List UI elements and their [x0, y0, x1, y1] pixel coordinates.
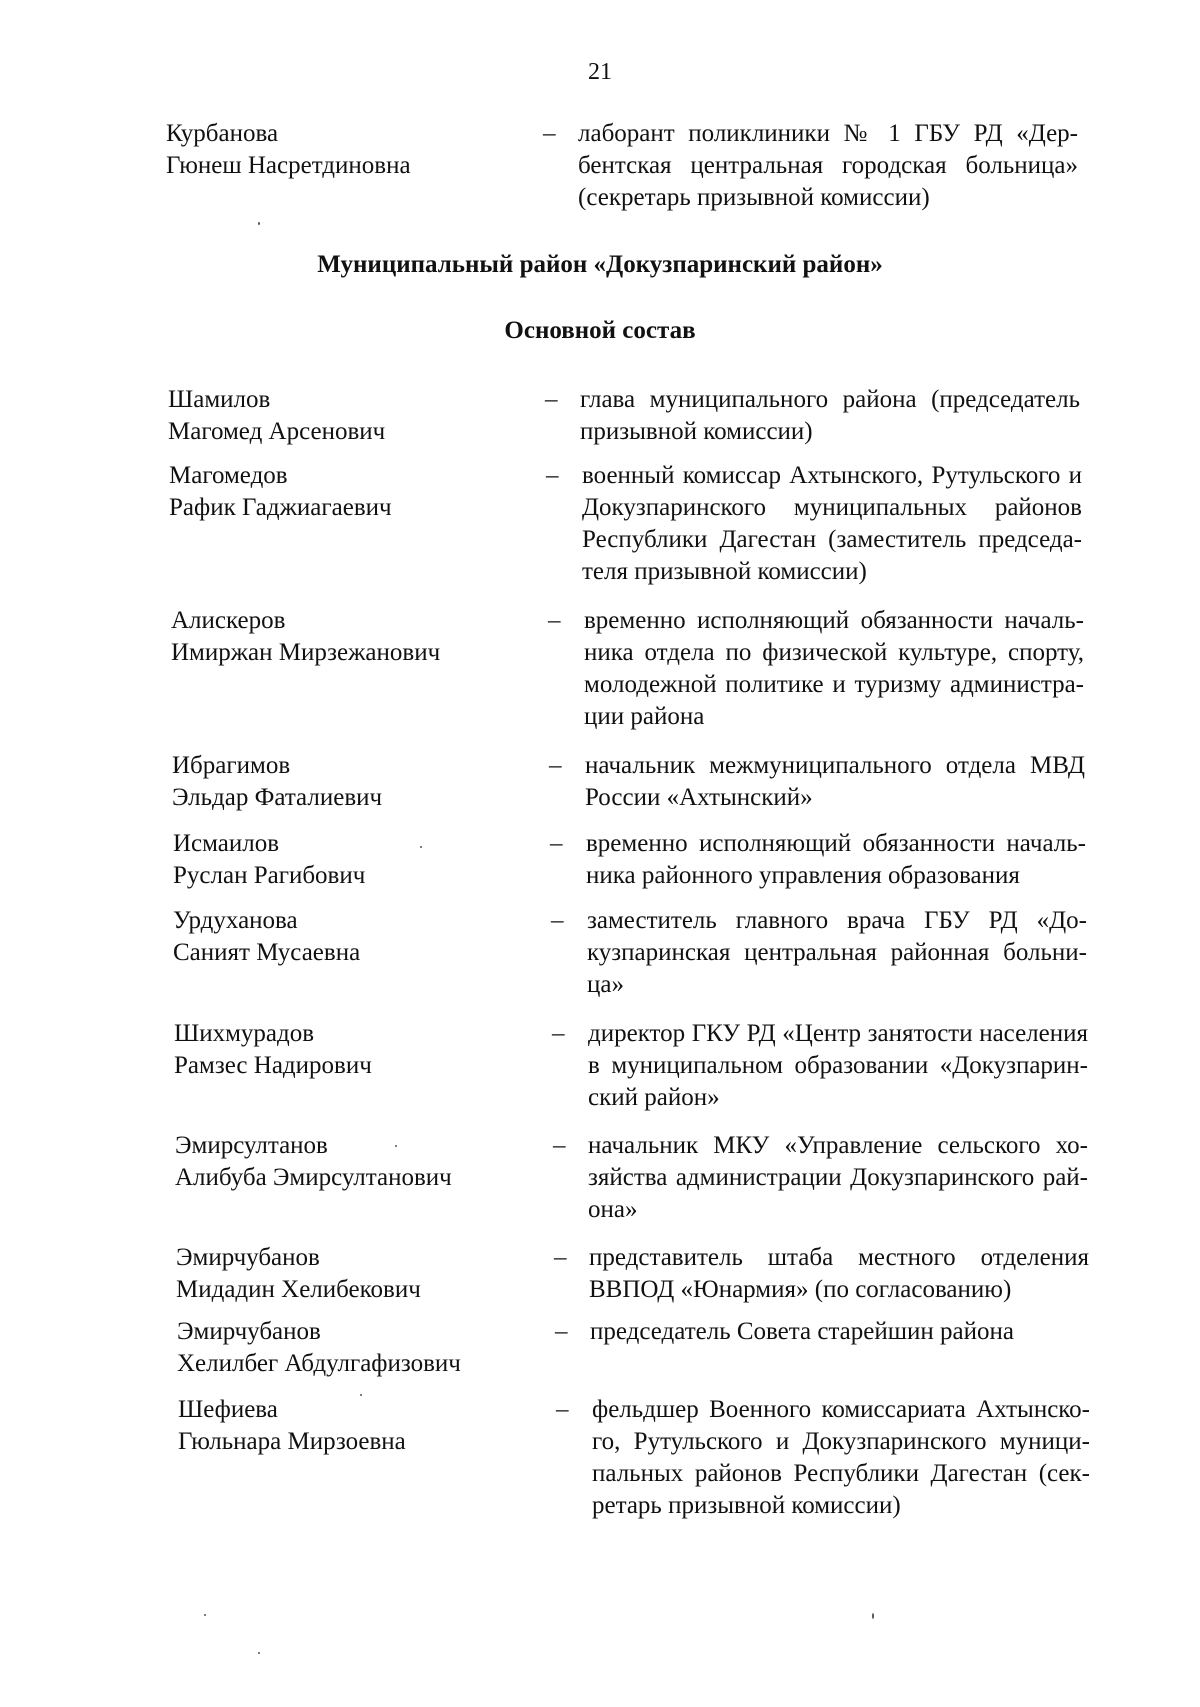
member-given-name: Имиржан Мирзежанович — [171, 639, 441, 666]
member-surname: Эмирчубанов — [177, 1318, 321, 1345]
member-given-name: Гюнеш Насретдиновна — [166, 152, 411, 179]
member-name — [174, 1018, 554, 1082]
member-given-name: Алибуба Эмирсултанович — [175, 1164, 452, 1191]
dash-separator: – — [552, 1020, 565, 1047]
member-given-name: Хелилбег Абдулгафизович — [177, 1350, 461, 1377]
scan-speck — [258, 1652, 260, 1654]
member-given-name: Рафик Гаджиагаевич — [169, 494, 392, 521]
district-heading: Муниципальный район «Докузпаринский район» — [317, 251, 883, 278]
member-role: председатель Совета старейшин района — [590, 1318, 1014, 1345]
member-role: лаборант поликлиники № 1 ГБУ РД «Дер-бентская центральная городская больница» (секретарь призывной комиссии) — [578, 120, 1078, 211]
member-role: директор ГКУ РД «Центр занятости населения в муниципальном образовании «Докузпарин-ский район» — [588, 1020, 1088, 1111]
dash-separator: – — [553, 1132, 566, 1159]
dash-separator: – — [543, 120, 556, 147]
member-role: фельдшер Военного комиссариата Ахтынско-го, Рутульского и Докузпаринского муници-пальных районов Республики Дагестан (сек-ретарь призывной комиссии) — [592, 1396, 1090, 1519]
scan-speck — [395, 1145, 397, 1147]
member-name — [168, 384, 548, 448]
member-name — [172, 750, 552, 814]
member-role: временно исполняющий обязанности началь-ника отдела по физической культуре, спорту, молодежной политике и туризму администра-ции района — [584, 607, 1084, 730]
member-given-name: Гюльнара Мирзоевна — [178, 1428, 406, 1455]
member-role: временно исполняющий обязанности началь-ника районного управления образования — [586, 830, 1086, 889]
dash-separator: – — [555, 1318, 568, 1345]
scan-speck — [204, 1614, 206, 1616]
member-surname: Исмаилов — [173, 830, 280, 857]
member-role: заместитель главного врача ГБУ РД «До-кузпаринская центральная районная больни-ца» — [587, 907, 1087, 998]
member-name — [173, 905, 553, 969]
member-name — [177, 1316, 557, 1380]
member-surname: Магомедов — [169, 462, 288, 489]
scan-speck — [360, 1394, 362, 1396]
scan-speck — [420, 846, 422, 848]
dash-separator: – — [551, 907, 564, 934]
member-surname: Эмирсултанов — [175, 1132, 328, 1159]
member-surname: Курбанова — [166, 120, 279, 147]
dash-separator: – — [556, 1396, 569, 1423]
member-role: начальник межмуниципального отдела МВД России «Ахтынский» — [585, 752, 1085, 811]
page-number: 21 — [588, 59, 612, 85]
member-role: представитель штаба местного отделения ВВПОД «Юнармия» (по согласованию) — [589, 1244, 1089, 1303]
member-given-name: Рамзес Надирович — [174, 1052, 372, 1079]
member-given-name: Магомед Арсенович — [168, 418, 386, 445]
dash-separator: – — [549, 752, 562, 779]
dash-separator: – — [546, 462, 559, 489]
member-name — [176, 1242, 556, 1306]
member-name — [175, 1130, 555, 1194]
member-given-name: Мидадин Хелибекович — [176, 1276, 421, 1303]
member-name — [178, 1394, 558, 1458]
member-role: глава муниципального района (председатель призывной комиссии) — [580, 386, 1080, 445]
member-surname: Шамилов — [168, 386, 271, 413]
dash-separator: – — [550, 830, 563, 857]
dash-separator: – — [554, 1244, 567, 1271]
member-surname: Эмирчубанов — [176, 1244, 320, 1271]
subheading: Основной состав — [504, 317, 696, 344]
member-given-name: Саният Мусаевна — [173, 939, 361, 966]
member-role: начальник МКУ «Управление сельского хо-зяйства администрации Докузпаринского рай-она» — [588, 1132, 1088, 1223]
member-name — [171, 605, 551, 669]
member-surname: Урдуханова — [173, 907, 298, 934]
member-role: военный комиссар Ахтынского, Рутульского и Докузпаринского муниципальных районов Республики Дагестан (заместитель председа-теля призывной комиссии) — [582, 462, 1082, 585]
scan-speck — [258, 222, 260, 225]
member-name — [169, 460, 549, 524]
scan-speck — [872, 1613, 874, 1619]
dash-separator: – — [545, 386, 558, 413]
member-name — [173, 828, 553, 892]
dash-separator: – — [548, 607, 561, 634]
member-surname: Шихмурадов — [174, 1020, 315, 1047]
member-surname: Ибрагимов — [172, 752, 291, 779]
member-surname: Шефиева — [178, 1396, 278, 1423]
member-given-name: Эльдар Фаталиевич — [172, 784, 383, 811]
member-name — [166, 118, 546, 182]
member-given-name: Руслан Рагибович — [173, 862, 366, 889]
member-surname: Алискеров — [171, 607, 286, 634]
